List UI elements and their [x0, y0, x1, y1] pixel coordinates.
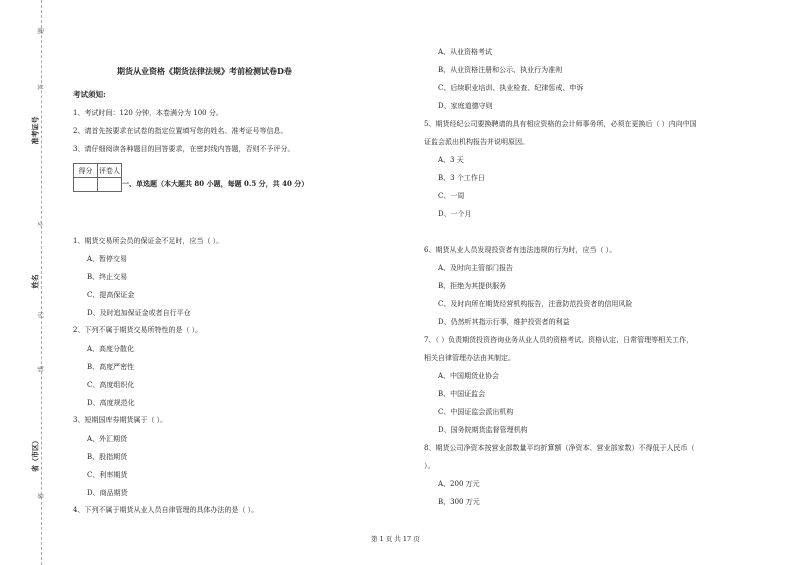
question: 2、下列不属于期货交易所特性的是（ ）。: [73, 326, 203, 334]
question: 3、短期国库券期货属于（ ）。: [73, 416, 168, 424]
question: 7、（ ）负责期货投资咨询业务从业人员的资格考试、资格认定、日常管理等相关工作，: [424, 336, 694, 344]
exam-number-label: 准考证号: [30, 116, 40, 145]
option: C、后续职业培训、执业检查、纪律惩戒、申诉: [438, 84, 584, 92]
binding-mark: 题: [38, 28, 45, 35]
option: A、中国期货业协会: [438, 372, 500, 380]
question-continued: 证监会派出机构报告并说明原因。: [424, 138, 529, 146]
option: C、利率期货: [87, 471, 128, 479]
option: A、及时向主管部门报告: [438, 264, 514, 272]
option: D、商品期货: [87, 489, 128, 497]
option: A、3 天: [438, 156, 464, 164]
option: C、一周: [438, 192, 465, 200]
option: D、一个月: [438, 210, 472, 218]
option: D、家庭道德守则: [438, 102, 493, 110]
option: D、国务院期货监督管理机构: [438, 426, 528, 434]
grader-cell-label: 评卷人: [98, 164, 122, 178]
score-cell-label: 得分: [74, 164, 98, 178]
grader-cell: [98, 178, 122, 192]
question: 1、期货交易所会员的保证金不足时，应当（ ）。: [73, 237, 224, 245]
option: B、300 万元: [438, 498, 480, 506]
notice-item: 3、请仔细阅读各种题目的回答要求，在密封线内答题，否则不予评分。: [73, 145, 295, 153]
binding-mark: 内: [38, 312, 45, 319]
page-footer: 第 1 页 共 17 页: [371, 535, 420, 543]
option: B、从业资格注册和公示、执业行为准则: [438, 66, 563, 74]
question: 4、下列不属于期货从业人员自律管理的具体办法的是（ ）。: [73, 506, 259, 514]
binding-mark: 不: [38, 221, 45, 228]
option: C、高度组织化: [87, 381, 135, 389]
option: D、高度规范化: [87, 399, 135, 407]
score-table: [73, 163, 122, 192]
binding-mark: 答: [38, 84, 45, 91]
binding-mark: 密: [38, 493, 45, 500]
notice-heading: 考试须知:: [73, 90, 106, 99]
question-continued: ）。: [424, 462, 435, 470]
binding-mark: 线: [38, 366, 45, 373]
option: A、200 万元: [438, 480, 480, 488]
option: D、及时追加保证金或者自行平仓: [87, 309, 191, 317]
option: B、高度严密性: [87, 363, 135, 371]
option: A、外汇期货: [87, 435, 128, 443]
question: 8、期货公司净资本按营业部数量平均折算额（净资本、营业部家数）不得低于人民币（: [424, 444, 695, 452]
option: B、拒绝为其提供服务: [438, 282, 507, 290]
notice-item: 2、请首先按要求在试卷的指定位置填写您的姓名、准考证号等信息。: [73, 127, 288, 135]
option: B、中国证监会: [438, 390, 486, 398]
notice-item: 1、考试时间：120 分钟，本卷满分为 100 分。: [73, 109, 223, 117]
option: D、仍然听其指示行事，维护投资者的利益: [438, 318, 570, 326]
option: C、中国证监会派出机构: [438, 408, 514, 416]
section-heading: 一、单选题（本大题共 80 小题，每题 0.5 分，共 40 分）: [122, 179, 309, 188]
question-continued: 相关自律管理办法由其制定。: [424, 354, 515, 362]
page-title: 期货从业资格《期货法律法规》考前检测试卷D卷: [117, 66, 292, 76]
option: A、高度分散化: [87, 345, 135, 353]
option: A、暂停交易: [87, 255, 128, 263]
question: 6、期货从业人员发现投资者有违法违规的行为时，应当（ ）。: [424, 246, 617, 254]
option: C、提高保证金: [87, 291, 135, 299]
option: B、3 个工作日: [438, 174, 485, 182]
option: B、股指期货: [87, 453, 128, 461]
name-label: 姓名: [30, 274, 40, 289]
option: A、从业资格考试: [438, 48, 493, 56]
option: B、终止交易: [87, 273, 128, 281]
score-cell: [74, 178, 98, 192]
province-label: 省（市区）: [30, 437, 40, 472]
question: 5、期货经纪公司要换聘请的具有相应资格的会计师事务所，必须在更换后（ ）内向中国: [424, 120, 697, 128]
option: C、及时向所在期货经营机构报告，注意防范投资者的信用风险: [438, 300, 633, 308]
